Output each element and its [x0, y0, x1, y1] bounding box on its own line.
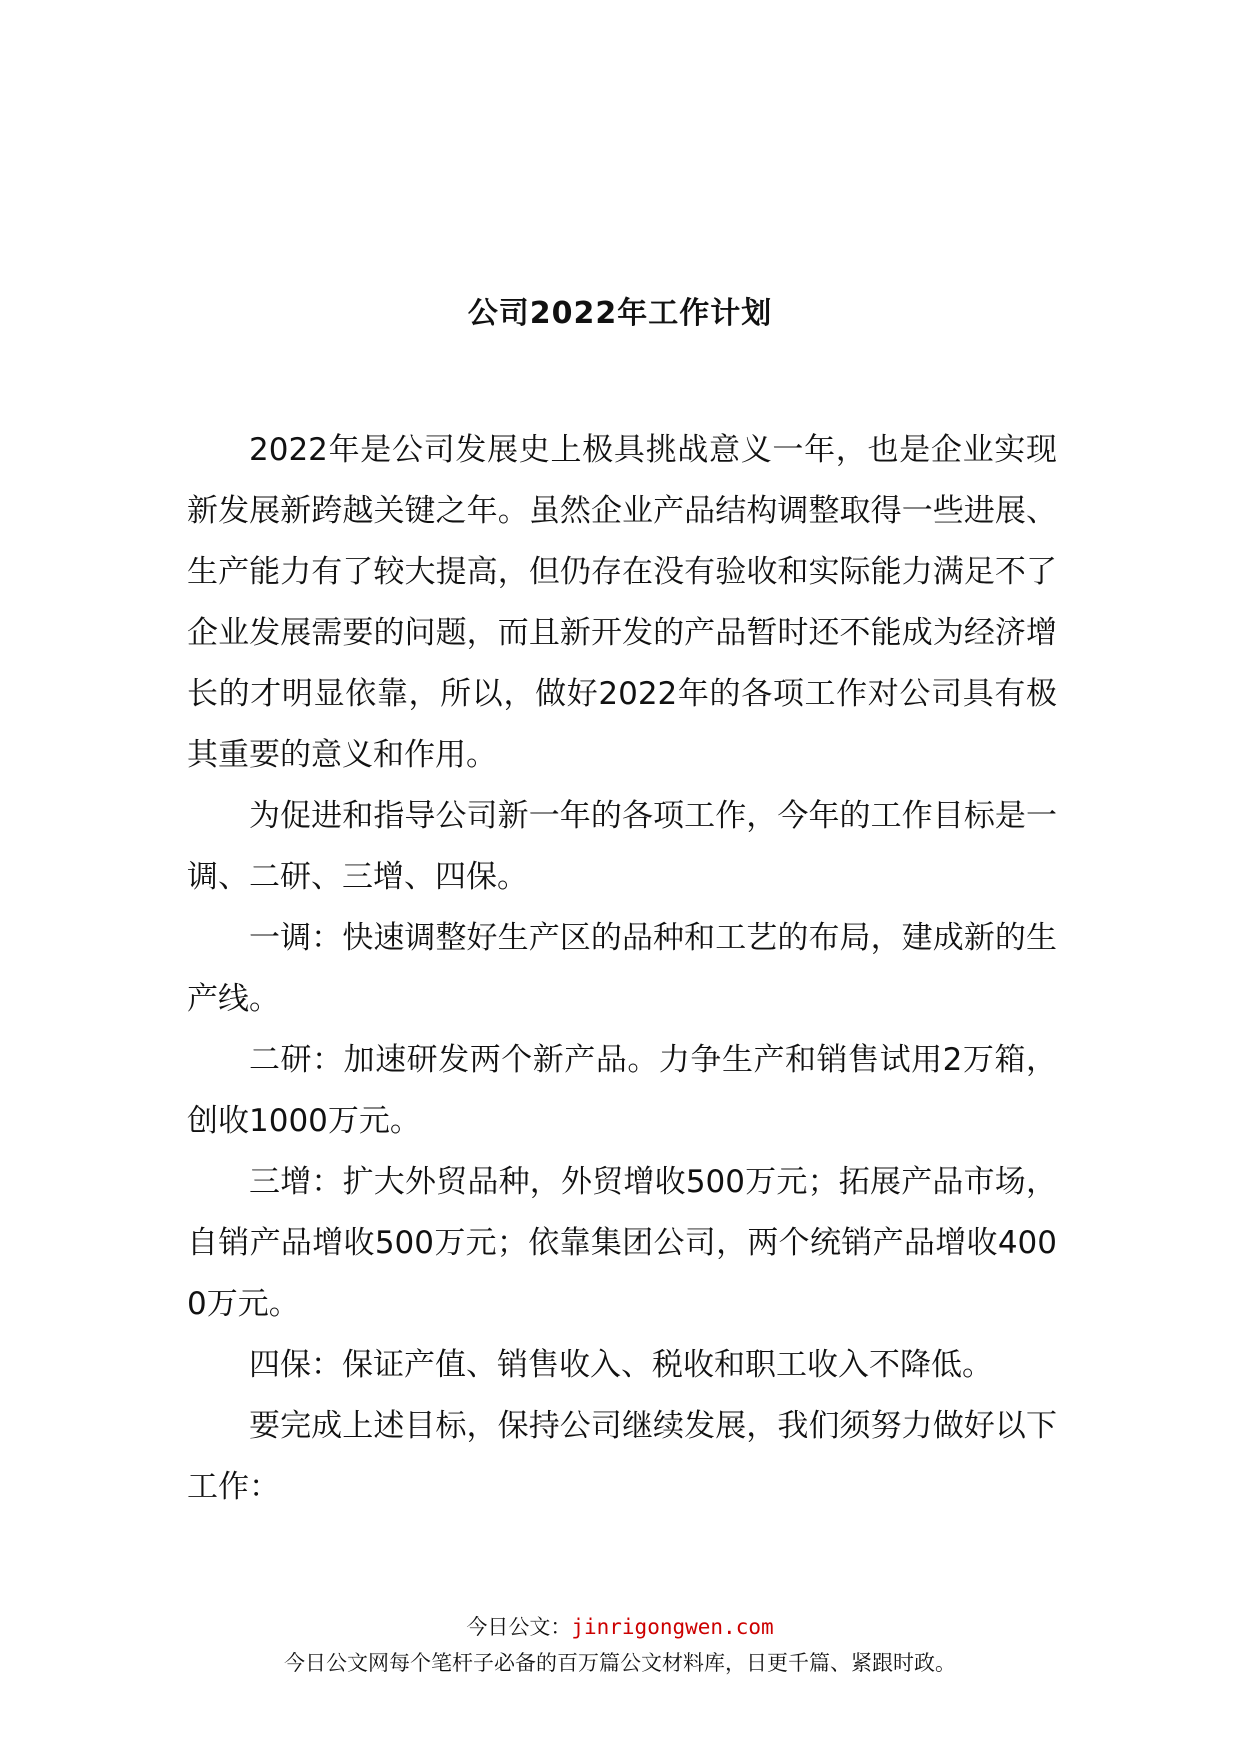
footer-source	[0, 1612, 1240, 1642]
paragraph-research: 二研：加速研发两个新产品。力争生产和销售试用2万箱，创收1000万元。	[187, 1042, 1057, 1139]
paragraph-tasks: 要完成上述目标，保持公司继续发展，我们须努力做好以下工作：	[187, 1408, 1057, 1505]
paragraph-goals: 为促进和指导公司新一年的各项工作，今年的工作目标是一调、二研、三增、四保。	[187, 798, 1057, 895]
page-footer	[0, 1612, 1240, 1678]
paragraph-intro: 2022年是公司发展史上极具挑战意义一年，也是企业实现新发展新跨越关键之年。虽然企业产品结构调整取得一些进展、生产能力有了较大提高，但仍存在没有验收和实际能力满足不了企业发展需要的问题，而且新开发的产品暂时还不能成为经济增长的才明显依靠，所以，做好2022年的各项工作对公司具有极其重要的意义和作用。	[187, 432, 1057, 773]
document-title: 公司2022年工作计划	[467, 296, 773, 331]
paragraph-adjust: 一调：快速调整好生产区的品种和工艺的布局，建成新的生产线。	[187, 920, 1057, 1017]
footer-source-label: 今日公文：	[466, 1615, 572, 1639]
paragraph-increase: 三增：扩大外贸品种，外贸增收500万元；拓展产品市场，自销产品增收500万元；依靠集团公司，两个统销产品增收4000万元。	[187, 1164, 1057, 1322]
document-body	[187, 420, 1057, 1518]
footer-source-link[interactable]: jinrigongwen.com	[571, 1615, 774, 1639]
paragraph-guarantee: 四保：保证产值、销售收入、税收和职工收入不降低。	[249, 1347, 993, 1383]
footer-slogan: 今日公文网每个笔杆子必备的百万篇公文材料库，日更千篇、紧跟时政。	[284, 1651, 956, 1675]
